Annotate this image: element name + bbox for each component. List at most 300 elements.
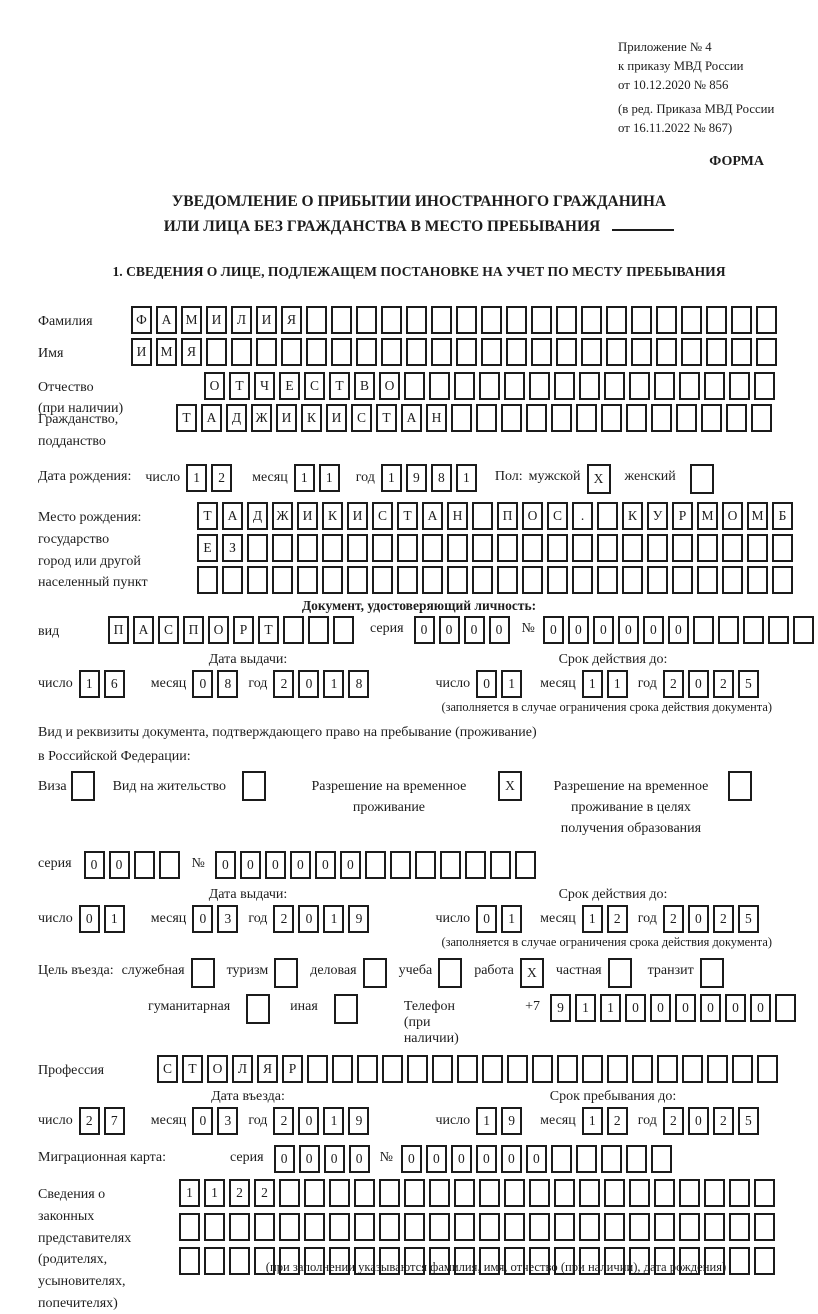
checkbox[interactable]	[690, 464, 714, 494]
char-box[interactable]	[506, 306, 527, 334]
char-box[interactable]: 0	[298, 905, 319, 933]
char-box[interactable]	[632, 1055, 653, 1083]
char-box[interactable]	[501, 404, 522, 432]
char-box[interactable]	[697, 566, 718, 594]
char-box[interactable]	[504, 1179, 525, 1207]
char-box[interactable]: С	[157, 1055, 178, 1083]
char-box[interactable]: 9	[348, 905, 369, 933]
char-box[interactable]	[601, 1145, 622, 1173]
char-box[interactable]	[331, 338, 352, 366]
char-box[interactable]	[672, 534, 693, 562]
char-box[interactable]: 0	[668, 616, 689, 644]
char-box[interactable]: У	[647, 502, 668, 530]
char-box[interactable]: О	[379, 372, 400, 400]
char-box[interactable]	[281, 338, 302, 366]
char-box[interactable]: 1	[501, 670, 522, 698]
char-box[interactable]	[406, 306, 427, 334]
char-box[interactable]: М	[697, 502, 718, 530]
char-box[interactable]	[597, 534, 618, 562]
char-box[interactable]	[729, 372, 750, 400]
char-box[interactable]: Е	[197, 534, 218, 562]
char-box[interactable]: К	[622, 502, 643, 530]
char-box[interactable]	[454, 1213, 475, 1241]
char-box[interactable]	[704, 372, 725, 400]
char-box[interactable]: 1	[104, 905, 125, 933]
char-box[interactable]: К	[301, 404, 322, 432]
char-box[interactable]	[347, 566, 368, 594]
char-box[interactable]: 2	[229, 1179, 250, 1207]
char-box[interactable]: Н	[447, 502, 468, 530]
char-box[interactable]: 0	[84, 851, 105, 879]
char-box[interactable]: 0	[315, 851, 336, 879]
char-box[interactable]: 0	[593, 616, 614, 644]
char-box[interactable]	[529, 372, 550, 400]
char-box[interactable]: И	[347, 502, 368, 530]
char-box[interactable]: 0	[643, 616, 664, 644]
char-box[interactable]: 0	[750, 994, 771, 1022]
char-box[interactable]	[204, 1213, 225, 1241]
char-box[interactable]	[507, 1055, 528, 1083]
char-box[interactable]	[306, 338, 327, 366]
checkbox[interactable]	[334, 994, 358, 1024]
char-box[interactable]	[356, 306, 377, 334]
char-box[interactable]: 2	[663, 670, 684, 698]
char-box[interactable]: 9	[501, 1107, 522, 1135]
char-box[interactable]: П	[108, 616, 129, 644]
char-box[interactable]	[515, 851, 536, 879]
char-box[interactable]	[347, 534, 368, 562]
char-box[interactable]	[372, 534, 393, 562]
char-box[interactable]: 1	[582, 1107, 603, 1135]
char-box[interactable]	[179, 1247, 200, 1275]
char-box[interactable]: Я	[181, 338, 202, 366]
char-box[interactable]	[531, 338, 552, 366]
char-box[interactable]	[604, 1213, 625, 1241]
char-box[interactable]	[247, 534, 268, 562]
char-box[interactable]: 1	[323, 1107, 344, 1135]
char-box[interactable]	[581, 338, 602, 366]
char-box[interactable]	[329, 1179, 350, 1207]
char-box[interactable]: 0	[501, 1145, 522, 1173]
char-box[interactable]	[757, 1055, 778, 1083]
char-box[interactable]: 0	[543, 616, 564, 644]
char-box[interactable]	[432, 1055, 453, 1083]
char-box[interactable]	[572, 566, 593, 594]
char-box[interactable]: 2	[663, 905, 684, 933]
char-box[interactable]: А	[133, 616, 154, 644]
char-box[interactable]	[556, 338, 577, 366]
char-box[interactable]: Р	[282, 1055, 303, 1083]
char-box[interactable]: О	[722, 502, 743, 530]
char-box[interactable]: 1	[204, 1179, 225, 1207]
char-box[interactable]: 0	[464, 616, 485, 644]
char-box[interactable]	[732, 1055, 753, 1083]
char-box[interactable]: С	[158, 616, 179, 644]
char-box[interactable]	[356, 338, 377, 366]
char-box[interactable]	[357, 1055, 378, 1083]
char-box[interactable]: 0	[192, 1107, 213, 1135]
char-box[interactable]: А	[401, 404, 422, 432]
char-box[interactable]: 0	[688, 670, 709, 698]
char-box[interactable]: 1	[319, 464, 340, 492]
char-box[interactable]	[654, 1213, 675, 1241]
char-box[interactable]	[681, 338, 702, 366]
char-box[interactable]	[381, 338, 402, 366]
char-box[interactable]	[529, 1213, 550, 1241]
char-box[interactable]: Ж	[251, 404, 272, 432]
char-box[interactable]	[607, 1055, 628, 1083]
char-box[interactable]: 5	[738, 670, 759, 698]
char-box[interactable]	[397, 566, 418, 594]
char-box[interactable]	[231, 338, 252, 366]
char-box[interactable]	[431, 338, 452, 366]
char-box[interactable]	[279, 1179, 300, 1207]
char-box[interactable]: А	[222, 502, 243, 530]
char-box[interactable]: 2	[273, 1107, 294, 1135]
char-box[interactable]: 0	[298, 670, 319, 698]
char-box[interactable]	[472, 566, 493, 594]
char-box[interactable]: И	[206, 306, 227, 334]
char-box[interactable]: 5	[738, 905, 759, 933]
char-box[interactable]: 9	[550, 994, 571, 1022]
char-box[interactable]: М	[156, 338, 177, 366]
char-box[interactable]	[629, 1179, 650, 1207]
char-box[interactable]: Т	[197, 502, 218, 530]
char-box[interactable]	[481, 338, 502, 366]
checkbox[interactable]	[274, 958, 298, 988]
char-box[interactable]	[381, 306, 402, 334]
char-box[interactable]: 1	[600, 994, 621, 1022]
char-box[interactable]	[379, 1213, 400, 1241]
char-box[interactable]	[490, 851, 511, 879]
char-box[interactable]	[379, 1179, 400, 1207]
char-box[interactable]	[440, 851, 461, 879]
char-box[interactable]	[651, 1145, 672, 1173]
char-box[interactable]	[756, 338, 777, 366]
char-box[interactable]	[479, 1213, 500, 1241]
checkbox[interactable]	[71, 771, 95, 801]
char-box[interactable]: 0	[625, 994, 646, 1022]
char-box[interactable]: 0	[414, 616, 435, 644]
checkbox[interactable]	[608, 958, 632, 988]
char-box[interactable]	[647, 534, 668, 562]
char-box[interactable]	[476, 404, 497, 432]
char-box[interactable]: Д	[226, 404, 247, 432]
char-box[interactable]	[456, 306, 477, 334]
char-box[interactable]	[672, 566, 693, 594]
char-box[interactable]	[272, 566, 293, 594]
char-box[interactable]: 0	[340, 851, 361, 879]
checkbox[interactable]	[191, 958, 215, 988]
char-box[interactable]	[504, 372, 525, 400]
char-box[interactable]	[304, 1179, 325, 1207]
char-box[interactable]	[454, 1179, 475, 1207]
char-box[interactable]	[582, 1055, 603, 1083]
char-box[interactable]: 1	[323, 670, 344, 698]
char-box[interactable]: З	[222, 534, 243, 562]
char-box[interactable]: 8	[217, 670, 238, 698]
char-box[interactable]: О	[208, 616, 229, 644]
char-box[interactable]	[308, 616, 329, 644]
char-box[interactable]	[331, 306, 352, 334]
char-box[interactable]	[576, 404, 597, 432]
char-box[interactable]	[526, 404, 547, 432]
char-box[interactable]	[706, 338, 727, 366]
char-box[interactable]: Я	[257, 1055, 278, 1083]
char-box[interactable]: .	[572, 502, 593, 530]
char-box[interactable]	[576, 1145, 597, 1173]
char-box[interactable]: 2	[607, 1107, 628, 1135]
char-box[interactable]: 1	[582, 670, 603, 698]
char-box[interactable]: 1	[501, 905, 522, 933]
char-box[interactable]: Т	[182, 1055, 203, 1083]
checkbox[interactable]	[438, 958, 462, 988]
char-box[interactable]	[329, 1213, 350, 1241]
checkbox[interactable]	[363, 958, 387, 988]
char-box[interactable]: И	[256, 306, 277, 334]
char-box[interactable]: С	[547, 502, 568, 530]
checkbox[interactable]	[728, 771, 752, 801]
char-box[interactable]	[626, 1145, 647, 1173]
char-box[interactable]	[654, 372, 675, 400]
char-box[interactable]	[256, 338, 277, 366]
char-box[interactable]: 2	[713, 670, 734, 698]
char-box[interactable]: А	[201, 404, 222, 432]
char-box[interactable]: 2	[607, 905, 628, 933]
char-box[interactable]	[656, 306, 677, 334]
char-box[interactable]	[775, 994, 796, 1022]
char-box[interactable]: 0	[240, 851, 261, 879]
char-box[interactable]: Т	[229, 372, 250, 400]
char-box[interactable]: 0	[725, 994, 746, 1022]
char-box[interactable]: 9	[406, 464, 427, 492]
char-box[interactable]: 0	[324, 1145, 345, 1173]
char-box[interactable]	[754, 1247, 775, 1275]
char-box[interactable]	[547, 566, 568, 594]
char-box[interactable]	[557, 1055, 578, 1083]
char-box[interactable]	[681, 306, 702, 334]
char-box[interactable]: 1	[323, 905, 344, 933]
char-box[interactable]: 0	[568, 616, 589, 644]
char-box[interactable]	[754, 372, 775, 400]
char-box[interactable]	[706, 306, 727, 334]
char-box[interactable]	[718, 616, 739, 644]
char-box[interactable]: П	[183, 616, 204, 644]
char-box[interactable]: 2	[211, 464, 232, 492]
char-box[interactable]: Ф	[131, 306, 152, 334]
char-box[interactable]	[382, 1055, 403, 1083]
char-box[interactable]	[457, 1055, 478, 1083]
char-box[interactable]	[522, 534, 543, 562]
char-box[interactable]: Т	[397, 502, 418, 530]
char-box[interactable]	[247, 566, 268, 594]
char-box[interactable]	[429, 1179, 450, 1207]
char-box[interactable]	[729, 1179, 750, 1207]
char-box[interactable]	[447, 534, 468, 562]
char-box[interactable]	[631, 306, 652, 334]
char-box[interactable]	[479, 372, 500, 400]
char-box[interactable]	[626, 404, 647, 432]
char-box[interactable]: Л	[232, 1055, 253, 1083]
char-box[interactable]	[472, 534, 493, 562]
char-box[interactable]	[390, 851, 411, 879]
char-box[interactable]: В	[354, 372, 375, 400]
char-box[interactable]	[404, 372, 425, 400]
char-box[interactable]	[579, 1213, 600, 1241]
char-box[interactable]: И	[326, 404, 347, 432]
char-box[interactable]: И	[297, 502, 318, 530]
char-box[interactable]	[579, 372, 600, 400]
char-box[interactable]	[754, 1179, 775, 1207]
char-box[interactable]: 0	[688, 1107, 709, 1135]
char-box[interactable]: 9	[348, 1107, 369, 1135]
char-box[interactable]: Б	[772, 502, 793, 530]
char-box[interactable]	[793, 616, 814, 644]
char-box[interactable]: 3	[217, 905, 238, 933]
char-box[interactable]	[222, 566, 243, 594]
char-box[interactable]: 1	[79, 670, 100, 698]
char-box[interactable]	[365, 851, 386, 879]
checkbox[interactable]	[242, 771, 266, 801]
char-box[interactable]: 2	[713, 905, 734, 933]
char-box[interactable]	[306, 306, 327, 334]
char-box[interactable]	[451, 404, 472, 432]
char-box[interactable]: 0	[526, 1145, 547, 1173]
char-box[interactable]	[597, 566, 618, 594]
char-box[interactable]	[754, 1213, 775, 1241]
char-box[interactable]: 1	[476, 1107, 497, 1135]
char-box[interactable]	[506, 338, 527, 366]
char-box[interactable]	[631, 338, 652, 366]
char-box[interactable]	[307, 1055, 328, 1083]
char-box[interactable]: С	[304, 372, 325, 400]
char-box[interactable]	[729, 1213, 750, 1241]
char-box[interactable]	[279, 1213, 300, 1241]
char-box[interactable]: 1	[294, 464, 315, 492]
char-box[interactable]	[529, 1179, 550, 1207]
char-box[interactable]: 0	[109, 851, 130, 879]
char-box[interactable]	[551, 404, 572, 432]
char-box[interactable]: 0	[476, 905, 497, 933]
char-box[interactable]: 0	[401, 1145, 422, 1173]
char-box[interactable]: Е	[279, 372, 300, 400]
char-box[interactable]: М	[747, 502, 768, 530]
char-box[interactable]: Л	[231, 306, 252, 334]
char-box[interactable]	[447, 566, 468, 594]
char-box[interactable]: Т	[258, 616, 279, 644]
char-box[interactable]: 0	[215, 851, 236, 879]
char-box[interactable]	[532, 1055, 553, 1083]
char-box[interactable]	[731, 306, 752, 334]
char-box[interactable]	[372, 566, 393, 594]
char-box[interactable]: О	[207, 1055, 228, 1083]
char-box[interactable]	[304, 1213, 325, 1241]
char-box[interactable]: И	[131, 338, 152, 366]
char-box[interactable]: 0	[265, 851, 286, 879]
char-box[interactable]: 0	[298, 1107, 319, 1135]
char-box[interactable]: И	[276, 404, 297, 432]
char-box[interactable]: А	[156, 306, 177, 334]
char-box[interactable]	[322, 534, 343, 562]
char-box[interactable]: Р	[672, 502, 693, 530]
char-box[interactable]: О	[204, 372, 225, 400]
char-box[interactable]	[554, 1179, 575, 1207]
char-box[interactable]: 0	[700, 994, 721, 1022]
char-box[interactable]: 8	[431, 464, 452, 492]
char-box[interactable]	[554, 1213, 575, 1241]
char-box[interactable]: Ч	[254, 372, 275, 400]
char-box[interactable]	[747, 534, 768, 562]
char-box[interactable]	[465, 851, 486, 879]
char-box[interactable]	[397, 534, 418, 562]
char-box[interactable]: К	[322, 502, 343, 530]
checkbox[interactable]: X	[498, 771, 522, 801]
char-box[interactable]	[572, 534, 593, 562]
char-box[interactable]: Р	[233, 616, 254, 644]
char-box[interactable]: 0	[274, 1145, 295, 1173]
char-box[interactable]: 2	[273, 670, 294, 698]
char-box[interactable]	[604, 1179, 625, 1207]
char-box[interactable]	[731, 338, 752, 366]
char-box[interactable]	[547, 534, 568, 562]
char-box[interactable]: 2	[273, 905, 294, 933]
char-box[interactable]	[597, 502, 618, 530]
char-box[interactable]: Д	[247, 502, 268, 530]
char-box[interactable]: А	[422, 502, 443, 530]
char-box[interactable]	[654, 1179, 675, 1207]
char-box[interactable]	[704, 1179, 725, 1207]
char-box[interactable]: 2	[254, 1179, 275, 1207]
char-box[interactable]: М	[181, 306, 202, 334]
char-box[interactable]	[354, 1179, 375, 1207]
char-box[interactable]	[431, 306, 452, 334]
char-box[interactable]	[454, 372, 475, 400]
char-box[interactable]	[497, 534, 518, 562]
char-box[interactable]	[504, 1213, 525, 1241]
char-box[interactable]	[283, 616, 304, 644]
char-box[interactable]: 0	[192, 670, 213, 698]
char-box[interactable]	[657, 1055, 678, 1083]
char-box[interactable]: 5	[738, 1107, 759, 1135]
char-box[interactable]	[404, 1179, 425, 1207]
char-box[interactable]	[697, 534, 718, 562]
char-box[interactable]: 0	[451, 1145, 472, 1173]
char-box[interactable]	[429, 1213, 450, 1241]
char-box[interactable]	[159, 851, 180, 879]
char-box[interactable]	[497, 566, 518, 594]
char-box[interactable]: 1	[186, 464, 207, 492]
char-box[interactable]: 8	[348, 670, 369, 698]
char-box[interactable]	[179, 1213, 200, 1241]
char-box[interactable]	[679, 372, 700, 400]
char-box[interactable]	[743, 616, 764, 644]
char-box[interactable]: 0	[79, 905, 100, 933]
char-box[interactable]: 0	[675, 994, 696, 1022]
char-box[interactable]	[581, 306, 602, 334]
checkbox[interactable]	[700, 958, 724, 988]
char-box[interactable]	[729, 1247, 750, 1275]
char-box[interactable]: 3	[217, 1107, 238, 1135]
checkbox[interactable]	[246, 994, 270, 1024]
char-box[interactable]	[272, 534, 293, 562]
char-box[interactable]	[332, 1055, 353, 1083]
char-box[interactable]: 1	[575, 994, 596, 1022]
char-box[interactable]: 0	[618, 616, 639, 644]
char-box[interactable]	[406, 338, 427, 366]
char-box[interactable]: Т	[329, 372, 350, 400]
char-box[interactable]: О	[522, 502, 543, 530]
char-box[interactable]	[481, 306, 502, 334]
